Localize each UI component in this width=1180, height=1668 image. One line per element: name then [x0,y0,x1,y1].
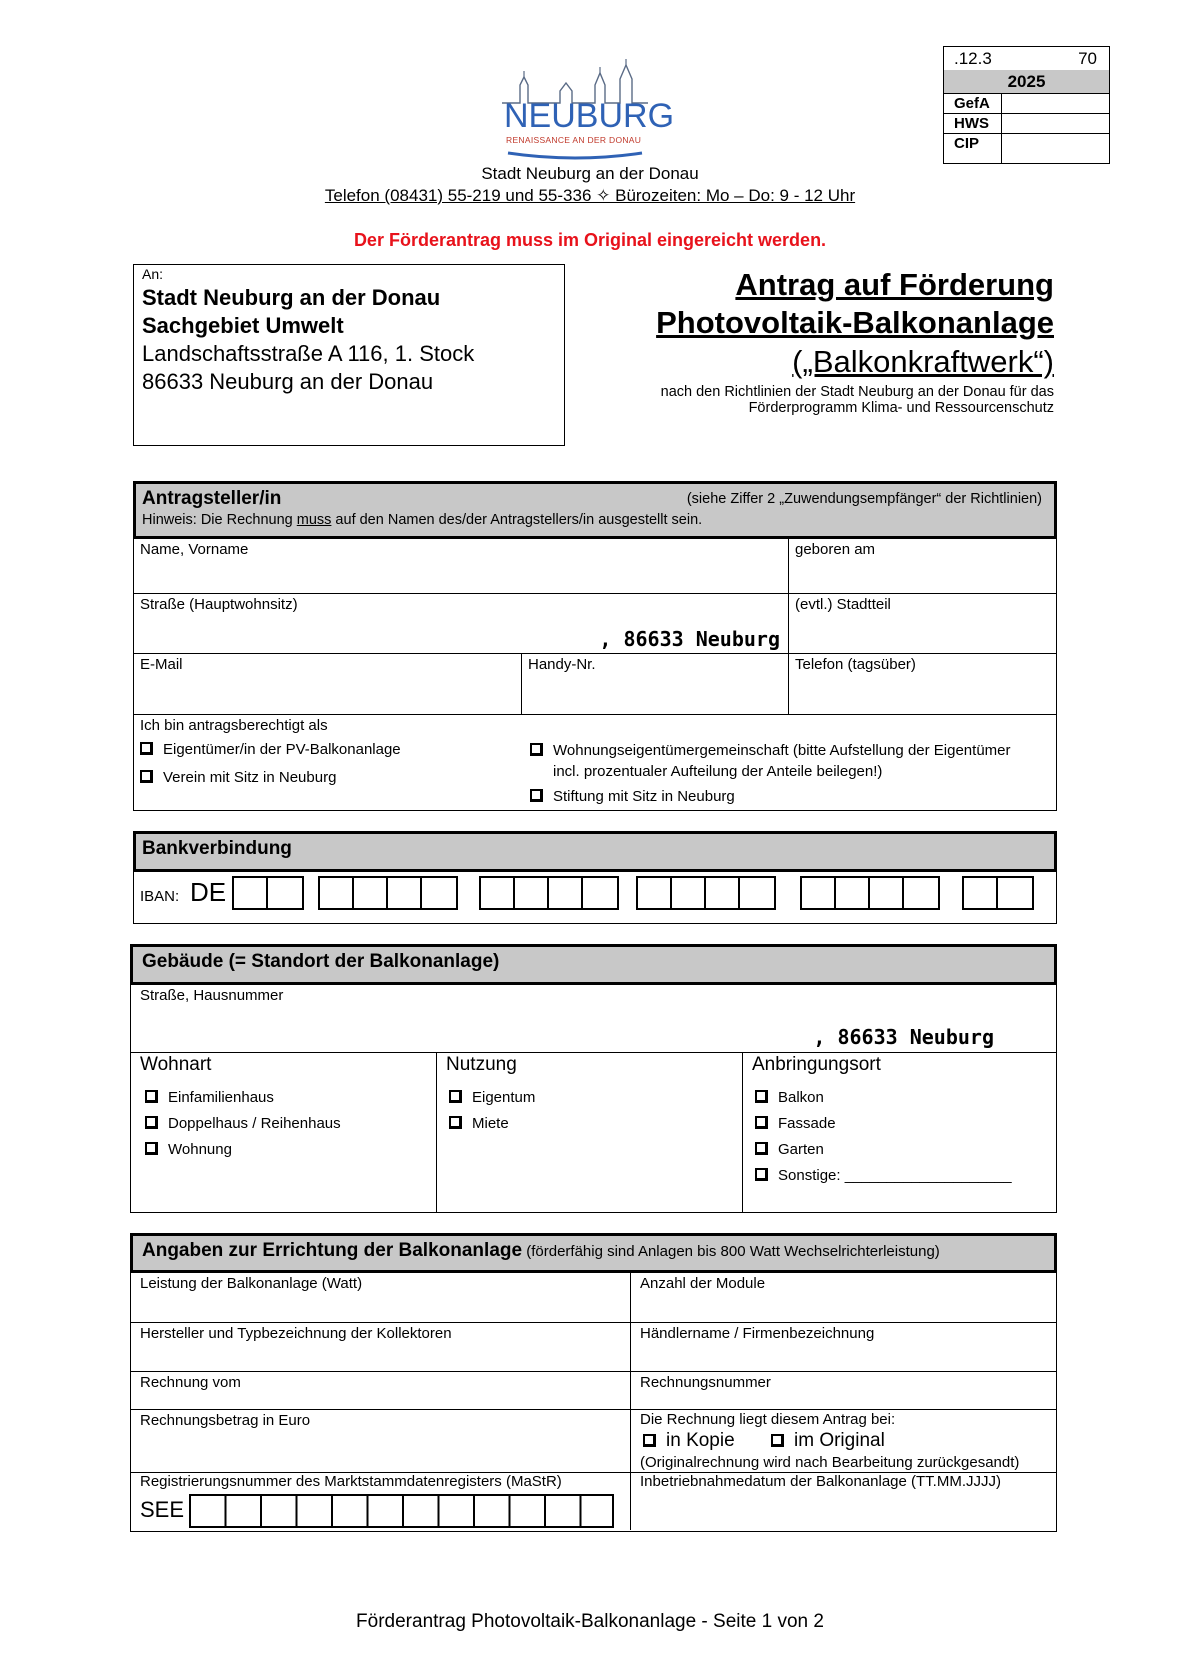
iban-group-1[interactable] [232,876,304,910]
option-other[interactable] [755,1167,1012,1184]
address-line-1: Stadt Neuburg an der Donau [142,285,441,310]
option-club-label: Verein mit Sitz in Neuburg [163,769,337,786]
email-label: E-Mail [140,656,183,673]
checkbox-icon [643,1434,656,1447]
name-label: Name, Vorname [140,541,249,558]
dealer-label: Händlername / Firmenbezeichnung [640,1325,875,1342]
title-line-1: Antrag auf Förderung [735,267,1054,302]
iban-prefix: DE [190,877,227,907]
option-owners-association-note [553,763,882,780]
birthdate-label: geboren am [795,541,876,558]
option-apartment[interactable] [145,1141,232,1158]
building-street-field[interactable] [131,985,1056,1052]
option-balcony-label: Balkon [778,1089,824,1106]
checkbox-icon [449,1116,462,1129]
option-facade[interactable] [755,1115,836,1132]
system-heading-text: Angaben zur Errichtung der Balkonanlage [142,1240,523,1261]
birthdate-field[interactable] [789,539,1055,593]
checkbox-icon [755,1116,768,1129]
option-foundation[interactable] [530,788,735,805]
phone-field[interactable] [789,654,1055,714]
checkbox-icon [449,1090,462,1103]
form-title [574,266,1054,416]
applicant-reference: (siehe Ziffer 2 „Zuwendungsempfänger“ der Richtlinien) [686,491,1042,507]
district-label: (evtl.) Stadtteil [795,596,891,613]
option-owner-label: Eigentümer/in der PV-Balkonanlage [163,741,401,758]
option-semi-detached-label: Doppelhaus / Reihenhaus [168,1115,341,1132]
address-box [133,264,565,446]
street-field[interactable] [134,594,788,653]
option-garden[interactable] [755,1141,824,1158]
title-sub-1: nach den Richtlinien der Stadt Neuburg an der Donau für das [660,384,1054,400]
title-line-3: („Balkonkraftwerk“) [792,344,1054,379]
invoice-attachment-field [631,1410,1056,1472]
option-club[interactable] [140,769,336,786]
option-facade-label: Fassade [778,1115,836,1132]
street-suffix [599,627,780,651]
option-copy-label: in Kopie [666,1430,735,1451]
iban-group-3[interactable] [479,876,619,910]
housing-type-heading: Wohnart [140,1054,212,1075]
contact-line: Telefon (08431) 55-219 und 55-336 ✧ Bürozeiten: Mo – Do: 9 - 12 Uhr [324,186,856,205]
title-sub-2: Förderprogramm Klima- und Ressourcenschutz [748,400,1054,416]
option-copy[interactable] [643,1430,735,1452]
address-to-label: An: [142,266,164,282]
iban-label: IBAN: [140,888,180,905]
original-notice: Der Förderantrag muss im Original eingereicht werden. [353,230,827,250]
mobile-label: Handy-Nr. [528,656,596,673]
option-garden-label: Garten [778,1141,824,1158]
address-line-3: Landschaftsstraße A 116, 1. Stock [142,341,475,366]
option-rent[interactable] [449,1115,509,1132]
system-header [130,1233,1057,1273]
reference-code: .12.3 [954,49,992,68]
option-balcony[interactable] [755,1089,824,1106]
phone-label: Telefon (tagsüber) [795,656,916,673]
checkbox-icon [755,1142,768,1155]
invoice-amount-field[interactable] [131,1410,630,1472]
iban-group-4[interactable] [636,876,776,910]
invoice-date-field[interactable] [131,1372,630,1409]
applicant-grid [133,539,1057,811]
iban-group-2[interactable] [318,876,458,910]
reference-number: 70 [1078,49,1097,68]
invoice-number-field[interactable] [631,1372,1056,1409]
manufacturer-label: Hersteller und Typbezeichnung der Kollektoren [140,1325,452,1342]
system-heading-note: (förderfähig sind Anlagen bis 800 Watt Wechselrichterleistung) [522,1243,940,1260]
email-field[interactable] [134,654,521,714]
bank-header [133,831,1057,872]
mastr-field [131,1473,630,1530]
option-weg-label-2: incl. prozentualer Aufteilung der Anteile beilegen!) [553,763,883,780]
commission-date-label: Inbetriebnahmedatum der Balkonanlage (TT.MM.JJJJ) [640,1473,1001,1490]
building-header [130,944,1057,985]
option-owners-association[interactable] [530,742,1011,759]
district-field[interactable] [789,594,1055,653]
dealer-field[interactable] [631,1323,1056,1371]
invoice-number-label: Rechnungsnummer [640,1374,771,1391]
invoice-amount-label: Rechnungsbetrag in Euro [140,1412,311,1429]
bank-heading: Bankverbindung [142,838,292,859]
invoice-attachment-label: Die Rechnung liegt diesem Antrag bei: [640,1411,896,1428]
option-weg-label-1: Wohnungseigentümergemeinschaft (bitte Aufstellung der Eigentümer [553,742,1011,759]
checkbox-icon [771,1434,784,1447]
power-label: Leistung der Balkonanlage (Watt) [140,1275,363,1292]
eligibility-label: Ich bin antragsberechtigt als [140,717,328,734]
option-single-family-label: Einfamilienhaus [168,1089,274,1106]
building-heading: Gebäude (= Standort der Balkonanlage) [142,951,500,972]
reference-row-gefa: GefA [954,95,990,112]
option-owner[interactable] [140,741,401,758]
checkbox-icon [755,1090,768,1103]
modules-label: Anzahl der Module [640,1275,766,1292]
return-note: (Originalrechnung wird nach Bearbeitung zurückgesandt) [640,1454,1020,1471]
option-other-label: Sonstige: ____________________ [778,1167,1012,1184]
option-original-label: im Original [794,1430,885,1451]
invoice-date-label: Rechnung vom [140,1374,241,1391]
reference-row-hws: HWS [954,115,989,132]
option-foundation-label: Stiftung mit Sitz in Neuburg [553,788,735,805]
street-suffix-text: , 86633 Neuburg [599,627,780,651]
name-field[interactable] [134,539,788,593]
mastr-input-boxes[interactable] [189,1494,614,1528]
option-ownership-label: Eigentum [472,1089,536,1106]
checkbox-icon [755,1168,768,1181]
reference-year: 2025 [944,70,1109,94]
applicant-header [133,481,1057,539]
hint-text-pre: Hinweis: Die Rechnung [142,512,297,528]
mastr-prefix: SEE [140,1497,185,1522]
city-logo [500,55,675,165]
page-footer: Förderantrag Photovoltaik-Balkonanlage - Seite 1 von 2 [356,1611,824,1632]
power-field[interactable] [131,1273,630,1322]
option-single-family[interactable] [145,1089,274,1106]
mobile-field[interactable] [522,654,788,714]
checkbox-icon [145,1090,158,1103]
mastr-box-dividers [191,1496,612,1526]
city-name: Stadt Neuburg an der Donau [481,164,699,183]
applicant-hint [142,512,702,528]
checkbox-icon [530,789,543,802]
modules-field[interactable] [631,1273,1056,1322]
option-rent-label: Miete [472,1115,509,1132]
option-semi-detached[interactable] [145,1115,341,1132]
hint-text-post: auf den Namen des/der Antragstellers/in ausgestellt sein. [331,512,703,528]
checkbox-icon [140,742,153,755]
reference-row-cip: CIP [954,135,980,152]
bank-body [133,872,1057,924]
system-heading [142,1240,940,1262]
hint-text-must: muss [296,512,332,528]
mastr-label: Registrierungsnummer des Marktstammdatenregisters (MaStR) [140,1473,562,1490]
building-street-suffix [813,1025,994,1049]
logo-wave-icon [500,147,650,161]
address-line-4: 86633 Neuburg an der Donau [142,369,434,394]
checkbox-icon [140,770,153,783]
manufacturer-field[interactable] [131,1323,630,1371]
usage-heading: Nutzung [446,1054,517,1075]
reference-box [943,46,1110,164]
checkbox-icon [530,743,543,756]
title-line-2: Photovoltaik-Balkonanlage [656,305,1054,340]
logo-tagline: RENAISSANCE AN DER DONAU [506,135,642,145]
building-body [130,985,1057,1213]
logo-name: NEUBURG [504,97,675,135]
option-ownership[interactable] [449,1089,535,1106]
address-line-2: Sachgebiet Umwelt [142,313,344,338]
iban-group-6[interactable] [962,876,1034,910]
system-body [130,1273,1057,1532]
checkbox-icon [145,1116,158,1129]
commission-date-field[interactable] [631,1473,1056,1530]
building-street-label: Straße, Hausnummer [140,987,284,1004]
applicant-heading: Antragsteller/in [142,488,282,509]
option-apartment-label: Wohnung [168,1141,232,1158]
street-label: Straße (Hauptwohnsitz) [140,596,298,613]
building-street-suffix-text: , 86633 Neuburg [813,1025,994,1049]
mounting-heading: Anbringungsort [752,1054,881,1075]
checkbox-icon [145,1142,158,1155]
iban-group-5[interactable] [800,876,940,910]
option-original[interactable] [771,1430,885,1452]
